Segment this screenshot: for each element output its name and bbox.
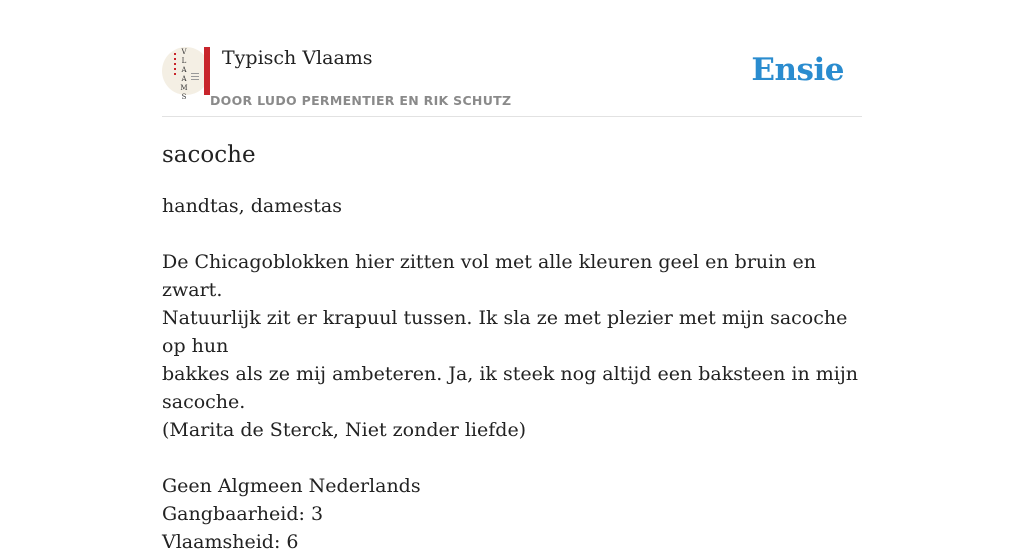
example-line: De Chicagoblokken hier zitten vol met alle kleuren geel en bruin en zwart. [162, 251, 816, 301]
header [162, 0, 862, 117]
example-line: bakkes als ze mij ambeteren. Ja, ik steek nog altijd een baksteen in mijn sacoche. [162, 363, 858, 413]
entry-word: sacoche [162, 142, 256, 168]
example-source: (Marita de Sterck, Niet zonder liefde) [162, 419, 527, 441]
book-title[interactable]: Typisch Vlaams [222, 47, 373, 69]
cover-decoration [174, 53, 176, 78]
cover-subtitle-lines [191, 73, 199, 82]
page-container [162, 0, 862, 553]
entry-definition: handtas, damestas [162, 195, 342, 217]
example-line: Natuurlijk zit er krapuul tussen. Ik sla ze met plezier met mijn sacoche op hun [162, 307, 848, 357]
book-authors: DOOR LUDO PERMENTIER EN RIK SCHUTZ [210, 93, 512, 108]
meta-vlaamsheid: Vlaamsheid: 6 [162, 531, 299, 553]
meta-gangbaarheid: Gangbaarheid: 3 [162, 503, 324, 525]
cover-letters: V L A A M S [180, 48, 188, 101]
entry-body [162, 192, 862, 556]
cover-spine [204, 47, 210, 95]
book-cover-icon[interactable] [162, 47, 210, 101]
meta-language: Geen Algmeen Nederlands [162, 475, 421, 497]
brand-logo[interactable]: Ensie [751, 52, 844, 88]
